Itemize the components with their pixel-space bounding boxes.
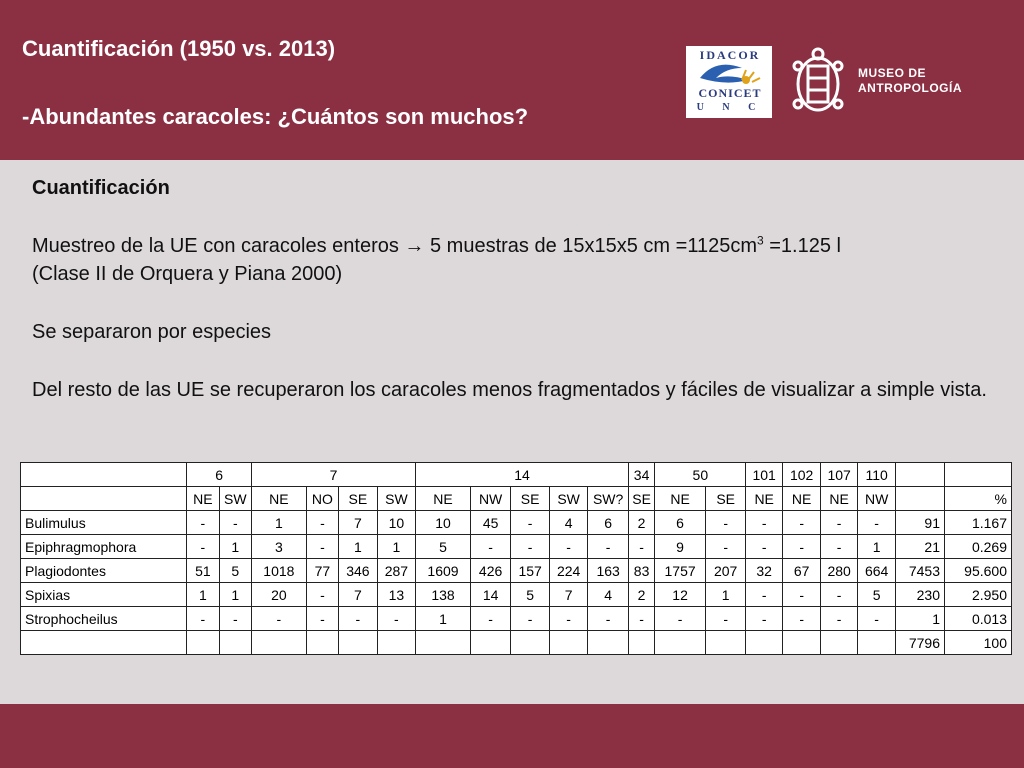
table-cell: 0.013	[945, 607, 1012, 631]
table-subheader-cell: NE	[655, 487, 706, 511]
table-cell: -	[782, 607, 821, 631]
table-subheader-cell: NE	[821, 487, 857, 511]
species-name-cell: Epiphragmophora	[21, 535, 187, 559]
table-cell: 77	[306, 559, 338, 583]
table-cell	[252, 631, 307, 655]
table-cell: 0.269	[945, 535, 1012, 559]
species-name-cell: Spixias	[21, 583, 187, 607]
table-cell: -	[511, 535, 550, 559]
table-cell: 2	[628, 511, 654, 535]
para1-b: 5 muestras de 15x15x5 cm =1125cm	[424, 235, 757, 257]
table-cell: -	[219, 607, 251, 631]
table-subheader-cell	[21, 487, 187, 511]
table-cell: 157	[511, 559, 550, 583]
table-cell: -	[588, 607, 629, 631]
table-cell: -	[306, 511, 338, 535]
table-subheader-cell	[896, 487, 945, 511]
museo-line1: MUSEO DE	[858, 66, 927, 80]
table-cell: 83	[628, 559, 654, 583]
table-cell: 10	[416, 511, 471, 535]
table-cell: 1	[896, 607, 945, 631]
slide-title: Cuantificación (1950 vs. 2013)	[22, 36, 336, 61]
table-cell	[339, 631, 378, 655]
idacor-conicet-logo	[686, 46, 772, 118]
table-subheader-cell: SW?	[588, 487, 629, 511]
table-cell: 346	[339, 559, 378, 583]
slide-footer	[0, 704, 1024, 768]
table-cell: 1.167	[945, 511, 1012, 535]
table-cell	[377, 631, 416, 655]
table-cell: 10	[377, 511, 416, 535]
table-cell: -	[511, 511, 550, 535]
table-cell	[655, 631, 706, 655]
table-cell	[306, 631, 338, 655]
para1-a: Muestreo de la UE con caracoles enteros	[32, 235, 405, 257]
table-group-header-cell: 6	[187, 463, 252, 487]
museo-line2: ANTROPOLOGÍA	[858, 81, 962, 95]
table-cell: 230	[896, 583, 945, 607]
table-cell: -	[857, 511, 896, 535]
table-cell: 1609	[416, 559, 471, 583]
table-row	[21, 535, 1012, 559]
table-cell: 67	[782, 559, 821, 583]
slide-header	[0, 0, 1024, 160]
table-cell: 5	[511, 583, 550, 607]
table-cell: -	[252, 607, 307, 631]
table-cell: -	[339, 607, 378, 631]
museo-logo-text	[858, 66, 962, 96]
table-cell: 1	[252, 511, 307, 535]
table-subheader-cell: SE	[339, 487, 378, 511]
table-cell: -	[306, 535, 338, 559]
table-group-header-cell	[896, 463, 945, 487]
snail-quantification-table	[20, 462, 1012, 655]
table-subheader-cell: NE	[252, 487, 307, 511]
table-cell: 32	[746, 559, 782, 583]
conicet-logo-text: CONICET	[698, 86, 762, 100]
table-cell: 163	[588, 559, 629, 583]
table-cell: 7453	[896, 559, 945, 583]
table-cell: 1	[219, 583, 251, 607]
table-cell	[746, 631, 782, 655]
table-cell: -	[187, 535, 219, 559]
table-cell	[821, 631, 857, 655]
table-group-header-row	[21, 463, 1012, 487]
species-name-cell: Bulimulus	[21, 511, 187, 535]
table-cell: -	[306, 607, 338, 631]
table-cell: 5	[857, 583, 896, 607]
table-cell: -	[821, 535, 857, 559]
table-cell: 13	[377, 583, 416, 607]
table-group-header-cell	[945, 463, 1012, 487]
table-group-header-cell: 34	[628, 463, 654, 487]
logos	[686, 46, 986, 120]
table-cell: 1	[219, 535, 251, 559]
table-cell: -	[628, 607, 654, 631]
table-cell: -	[306, 583, 338, 607]
table-row	[21, 559, 1012, 583]
table-group-header-cell: 101	[746, 463, 782, 487]
table-cell: 4	[549, 511, 588, 535]
table-cell: 1	[705, 583, 746, 607]
table-cell: 7	[339, 583, 378, 607]
table-cell: 12	[655, 583, 706, 607]
table-cell: 51	[187, 559, 219, 583]
table-cell: -	[821, 583, 857, 607]
species-name-cell	[21, 631, 187, 655]
table-subheader-cell: SW	[377, 487, 416, 511]
table-row	[21, 511, 1012, 535]
table-cell	[588, 631, 629, 655]
table-cell: 6	[655, 511, 706, 535]
section-heading: Cuantificación	[32, 177, 170, 199]
table-cell: 138	[416, 583, 471, 607]
table-cell: 45	[470, 511, 511, 535]
table-cell: -	[746, 607, 782, 631]
paragraph-species: Se separaron por especies	[32, 321, 272, 343]
table-cell: 1757	[655, 559, 706, 583]
table-row	[21, 607, 1012, 631]
table-cell	[857, 631, 896, 655]
table-cell	[219, 631, 251, 655]
table-subheader-cell: NE	[746, 487, 782, 511]
table-cell: 2	[628, 583, 654, 607]
table-cell: -	[588, 535, 629, 559]
table-subheader-cell: SW	[549, 487, 588, 511]
table-cell: 224	[549, 559, 588, 583]
table-cell	[628, 631, 654, 655]
table-cell: 100	[945, 631, 1012, 655]
table-cell: -	[821, 511, 857, 535]
table-subheader-cell: SE	[511, 487, 550, 511]
table-cell: 7796	[896, 631, 945, 655]
table-cell: 1018	[252, 559, 307, 583]
table-cell: -	[746, 511, 782, 535]
para1-c: =1.125 l	[763, 235, 841, 257]
table-cell	[187, 631, 219, 655]
table-subheader-cell: NE	[187, 487, 219, 511]
table-cell: -	[705, 607, 746, 631]
table-subheader-cell: NO	[306, 487, 338, 511]
table-cell: 280	[821, 559, 857, 583]
table-cell: -	[746, 535, 782, 559]
table-cell: 664	[857, 559, 896, 583]
unc-logo-text: U N C	[696, 102, 764, 113]
table-cell: 91	[896, 511, 945, 535]
table-cell	[416, 631, 471, 655]
table-cell: 1	[857, 535, 896, 559]
table-cell: 207	[705, 559, 746, 583]
table-cell	[705, 631, 746, 655]
table-cell: 2.950	[945, 583, 1012, 607]
table-cell: -	[549, 535, 588, 559]
table-group-header-cell: 107	[821, 463, 857, 487]
table-subheader-cell: NE	[416, 487, 471, 511]
table-cell: 287	[377, 559, 416, 583]
table-cell: 5	[219, 559, 251, 583]
species-name-cell: Plagiodontes	[21, 559, 187, 583]
table-cell: 7	[549, 583, 588, 607]
table-group-header-cell	[21, 463, 187, 487]
table-cell: -	[782, 535, 821, 559]
table-cell: 1	[339, 535, 378, 559]
table-subheader-cell: NW	[470, 487, 511, 511]
table-cell: -	[187, 511, 219, 535]
superscript: 3	[757, 233, 764, 248]
table-cell: 6	[588, 511, 629, 535]
table-cell	[782, 631, 821, 655]
table-cell: -	[219, 511, 251, 535]
table-subheader-cell: SE	[705, 487, 746, 511]
table-cell	[549, 631, 588, 655]
table-cell: 1	[377, 535, 416, 559]
table-group-header-cell: 14	[416, 463, 629, 487]
table-cell: 4	[588, 583, 629, 607]
table-group-header-cell: 110	[857, 463, 896, 487]
table-cell	[511, 631, 550, 655]
species-name-cell: Strophocheilus	[21, 607, 187, 631]
table-cell: 7	[339, 511, 378, 535]
paragraph-rest: Del resto de las UE se recuperaron los caracoles menos fragmentados y fáciles de visualizar a simple vista.	[32, 379, 987, 401]
table-cell: 14	[470, 583, 511, 607]
table-cell	[470, 631, 511, 655]
table-cell: -	[377, 607, 416, 631]
table-cell: -	[705, 511, 746, 535]
table-cell: -	[655, 607, 706, 631]
table-group-header-cell: 102	[782, 463, 821, 487]
table-row	[21, 583, 1012, 607]
table-cell: -	[821, 607, 857, 631]
table-subheader-row	[21, 487, 1012, 511]
table-subheader-cell: %	[945, 487, 1012, 511]
table-cell: -	[470, 535, 511, 559]
table-cell: 20	[252, 583, 307, 607]
table-cell: 5	[416, 535, 471, 559]
table-cell: -	[857, 607, 896, 631]
table-cell: -	[511, 607, 550, 631]
table-cell: -	[782, 511, 821, 535]
table-cell: 21	[896, 535, 945, 559]
slide-body	[32, 174, 1002, 404]
table-row	[21, 631, 1012, 655]
arrow-right-icon: →	[404, 235, 425, 257]
table-cell: 1	[416, 607, 471, 631]
table-cell: -	[782, 583, 821, 607]
table-cell: 9	[655, 535, 706, 559]
table-group-header-cell: 50	[655, 463, 746, 487]
table-group-header-cell: 7	[252, 463, 416, 487]
table-cell: -	[746, 583, 782, 607]
table-cell: -	[705, 535, 746, 559]
table-subheader-cell: NW	[857, 487, 896, 511]
museo-turtle-icon	[790, 46, 846, 118]
table-cell: 426	[470, 559, 511, 583]
table-subheader-cell: NE	[782, 487, 821, 511]
idacor-logo-text: IDACOR	[699, 48, 761, 62]
table-cell: -	[628, 535, 654, 559]
table-subheader-cell: SW	[219, 487, 251, 511]
table-cell: 1	[187, 583, 219, 607]
table-cell: -	[549, 607, 588, 631]
table-cell: -	[470, 607, 511, 631]
paragraph-reference: (Clase II de Orquera y Piana 2000)	[32, 263, 343, 285]
slide-subtitle: -Abundantes caracoles: ¿Cuántos son muchos?	[22, 104, 529, 129]
table-subheader-cell: SE	[628, 487, 654, 511]
paragraph-sampling	[32, 232, 1002, 260]
table-cell: 95.600	[945, 559, 1012, 583]
table-cell: -	[187, 607, 219, 631]
table-cell: 3	[252, 535, 307, 559]
